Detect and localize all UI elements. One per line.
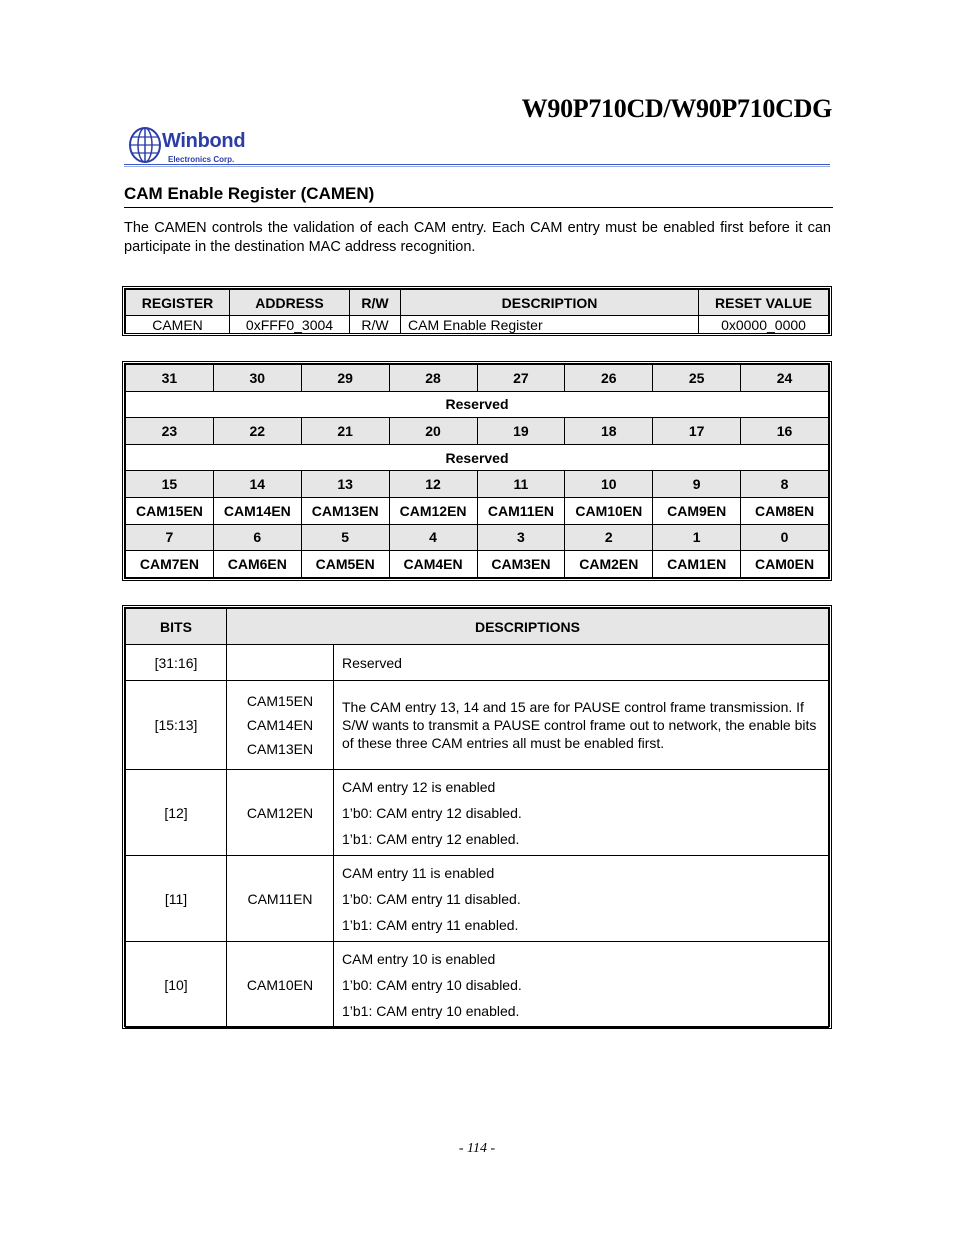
logo-brand-text: Winbond [162,130,246,152]
header-address: ADDRESS [230,290,350,316]
bit-field-row [126,551,829,578]
bit-number: 21 [301,418,389,445]
description-line: CAM entry 12 is enabled [342,778,496,795]
bit-number: 25 [653,365,741,392]
description-cell [334,942,829,1028]
field-name-cell: CAM10EN [227,942,334,1028]
bit-number: 14 [213,471,301,498]
bit-field: CAM9EN [653,497,741,524]
bit-field-reserved: Reserved [126,391,829,418]
bit-field: CAM4EN [389,551,477,578]
header-description: DESCRIPTION [401,290,699,316]
bits-cell: [10] [126,942,227,1028]
bit-number: 7 [126,524,214,551]
bit-number: 1 [653,524,741,551]
bit-field: CAM0EN [741,551,829,578]
bit-layout-table [125,364,829,578]
document-title: W90P710CD/W90P710CDG [521,94,832,123]
bit-field-row [126,391,829,418]
bit-field: CAM3EN [477,551,565,578]
field-name-cell [227,681,334,770]
register-table [125,289,829,334]
header-bits: BITS [126,609,227,645]
bit-number: 11 [477,471,565,498]
bit-field: CAM12EN [389,497,477,524]
bit-number: 9 [653,471,741,498]
bit-number: 12 [389,471,477,498]
field-name-cell: CAM11EN [227,856,334,942]
header-divider-secondary [124,166,830,167]
description-cell [334,856,829,942]
bit-number: 18 [565,418,653,445]
bit-field: CAM1EN [653,551,741,578]
winbond-logo [126,124,266,168]
bit-number: 15 [126,471,214,498]
bit-number-row [126,418,829,445]
description-line: 1’b1: CAM entry 11 enabled. [342,916,519,933]
intro-paragraph: The CAMEN controls the validation of each CAM entry. Each CAM entry must be enabled first before it can participate in the destination MAC address recognition. [124,220,831,255]
header-reset-value: RESET VALUE [699,290,829,316]
bit-number: 30 [213,365,301,392]
bit-number: 31 [126,365,214,392]
register-address: 0xFFF0_3004 [230,316,350,334]
table-row [126,681,829,770]
field-name: CAM14EN [246,717,314,733]
register-name: CAMEN [126,316,230,334]
page-number: - 114 - [458,1141,496,1156]
bit-number: 19 [477,418,565,445]
table-row [126,942,829,1028]
description-cell: The CAM entry 13, 14 and 15 are for PAUSE control frame transmission. If S/W wants to transmit a PAUSE control frame out to network, the enable bits of these three CAM entries all must be enabled first. [334,681,829,770]
description-line: 1’b0: CAM entry 10 disabled. [342,976,522,993]
table-row [126,316,829,334]
field-name: CAM13EN [246,741,314,757]
bit-number: 5 [301,524,389,551]
bit-descriptions-table [125,608,829,1028]
bit-number: 10 [565,471,653,498]
bit-number: 26 [565,365,653,392]
bit-number-row [126,471,829,498]
bit-number: 13 [301,471,389,498]
bit-number-row [126,524,829,551]
bit-number: 27 [477,365,565,392]
bit-number: 8 [741,471,829,498]
bit-descriptions-frame [122,605,832,1029]
table-row [126,856,829,942]
description-line: 1’b0: CAM entry 11 disabled. [342,890,521,907]
header-descriptions: DESCRIPTIONS [227,609,829,645]
description-line: CAM entry 11 is enabled [342,864,495,881]
field-name-cell [227,645,334,681]
header-rw: R/W [350,290,401,316]
bit-field-row [126,444,829,471]
bit-field: CAM6EN [213,551,301,578]
section-title: CAM Enable Register (CAMEN) [124,184,375,203]
register-reset-value: 0x0000_0000 [699,316,829,334]
bit-number: 0 [741,524,829,551]
bit-field-row [126,497,829,524]
bit-field: CAM5EN [301,551,389,578]
register-rw: R/W [350,316,401,334]
bits-cell: [12] [126,770,227,856]
section-divider [124,207,833,208]
bit-field-reserved: Reserved [126,444,829,471]
bit-field: CAM13EN [301,497,389,524]
register-description: CAM Enable Register [401,316,699,334]
description-line: CAM entry 10 is enabled [342,950,496,967]
bit-field: CAM11EN [477,497,565,524]
bits-cell: [31:16] [126,645,227,681]
bits-cell: [11] [126,856,227,942]
bit-number: 16 [741,418,829,445]
header-register: REGISTER [126,290,230,316]
bit-number: 29 [301,365,389,392]
bit-number: 3 [477,524,565,551]
bit-field: CAM15EN [126,497,214,524]
description-line: 1’b1: CAM entry 10 enabled. [342,1002,520,1019]
field-name-cell: CAM12EN [227,770,334,856]
logo-subtitle: Electronics Corp. [168,155,235,164]
bit-layout-frame [122,361,832,581]
bit-number: 6 [213,524,301,551]
bit-field: CAM10EN [565,497,653,524]
bit-field: CAM8EN [741,497,829,524]
bit-number: 20 [389,418,477,445]
bit-number: 22 [213,418,301,445]
register-table-header [126,290,829,316]
header-divider [124,164,830,165]
description-cell [334,770,829,856]
bit-number-row [126,365,829,392]
bit-number: 17 [653,418,741,445]
register-table-frame [122,286,832,336]
bit-number: 2 [565,524,653,551]
bits-cell: [15:13] [126,681,227,770]
bit-field: CAM7EN [126,551,214,578]
description-cell: Reserved [334,645,829,681]
bit-number: 23 [126,418,214,445]
field-name: CAM15EN [246,693,314,709]
table-row [126,770,829,856]
bit-number: 4 [389,524,477,551]
desc-table-header [126,609,829,645]
bit-number: 24 [741,365,829,392]
description-line: 1’b0: CAM entry 12 disabled. [342,804,522,821]
globe-logo-icon [128,126,162,164]
bit-number: 28 [389,365,477,392]
description-line: 1’b1: CAM entry 12 enabled. [342,830,520,847]
bit-field: CAM14EN [213,497,301,524]
table-row [126,645,829,681]
bit-field: CAM2EN [565,551,653,578]
